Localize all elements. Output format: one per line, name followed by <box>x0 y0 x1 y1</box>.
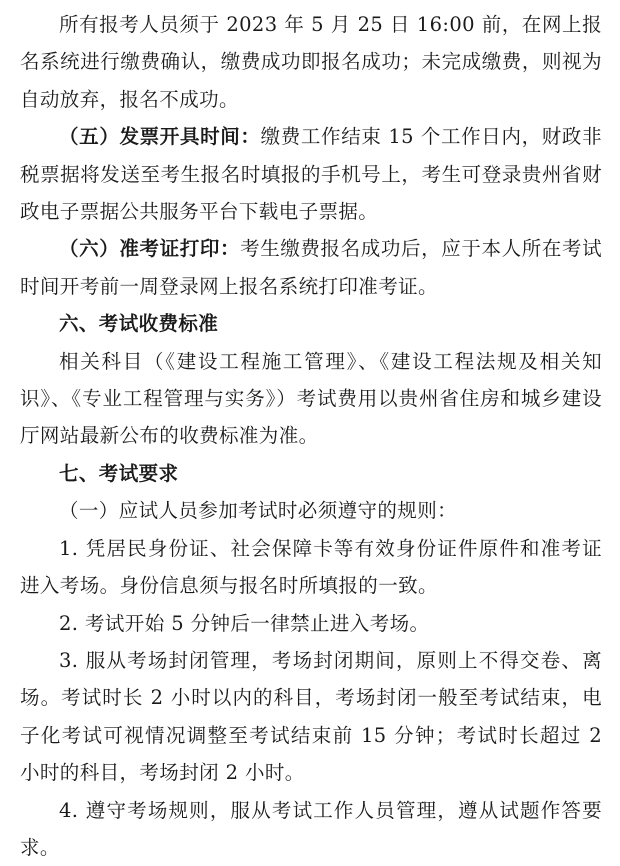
section-heading-fees: 六、考试收费标准 <box>59 312 219 336</box>
rule-item-4: 4. 遵守考场规则，服从考试工作人员管理，遵从试题作答要求。 <box>20 798 602 859</box>
invoice-time-label: （五）发票开具时间： <box>59 125 261 149</box>
invoice-time-body: 缴费工作结束 15 个工作日内，财政非税票据将发送至考生报名时填报的手机号上，考生可登录贵州省财政电子票据公共服务平台下载电子票据。 <box>20 125 602 224</box>
paragraph-payment-confirmation: 所有报考人员须于 2023 年 5 月 25 日 16:00 前，在网上报名系统进行缴费确认，缴费成功即报名成功；未完成缴费，则视为自动放弃，报名不成功。 <box>20 13 602 111</box>
admission-ticket-body: 考生缴费报名成功后，应于本人所在考试时间开考前一周登录网上报名系统打印准考证。 <box>20 237 602 298</box>
rule-item-3: 3. 服从考场封闭管理，考场封闭期间，原则上不得交卷、离场。考试时长 2 小时以内的科目，考场封闭一般至考试结束，电子化考试可视情况调整至考试结束前 15 分钟；考试时长超过 2 小时的科目，考场封闭 2 小时。 <box>20 648 602 785</box>
rule-item-2: 2. 考试开始 5 分钟后一律禁止进入考场。 <box>59 611 430 635</box>
admission-ticket-label: （六）准考证打印： <box>59 237 241 261</box>
paragraph-fee-standard: 相关科目（《建设工程施工管理》、《建设工程法规及相关知识》、《专业工程管理与实务》）考试费用以贵州省住房和城乡建设厅网站最新公布的收费标准为准。 <box>20 349 602 448</box>
paragraph-admission-ticket <box>20 230 602 305</box>
rule-item-1: 1. 凭居民身份证、社会保障卡等有效身份证件原件和准考证进入考场。身份信息须与报名时所填报的一致。 <box>20 536 602 598</box>
paragraph-rules-intro: （一）应试人员参加考试时必须遵守的规则： <box>59 499 458 523</box>
paragraph-invoice-time <box>20 118 602 230</box>
section-heading-requirements: 七、考试要求 <box>59 461 179 485</box>
